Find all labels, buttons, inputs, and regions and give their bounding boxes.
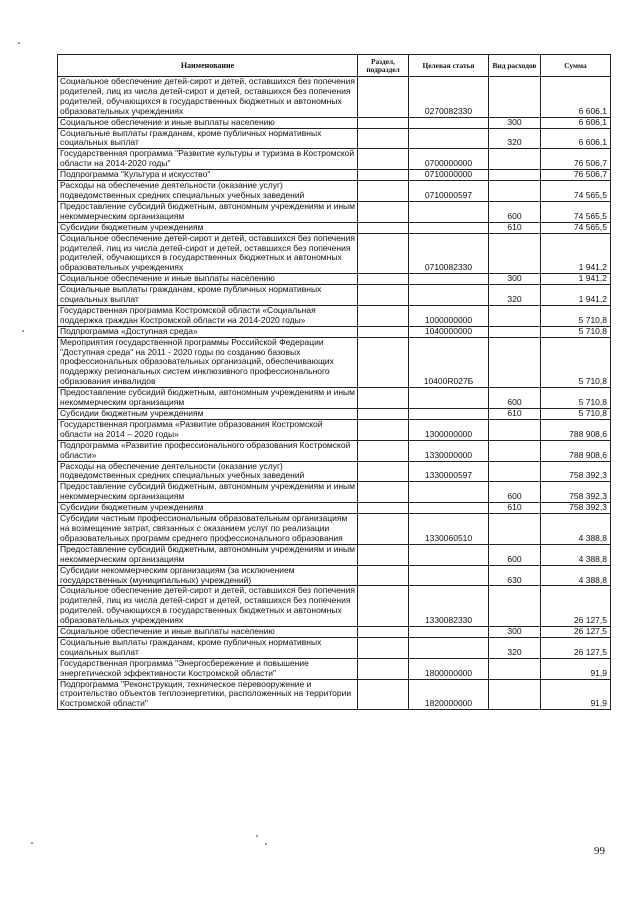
- cell-expense-type: 610: [489, 222, 541, 233]
- table-row: [58, 409, 611, 420]
- cell-section: [358, 419, 409, 440]
- table-row: [58, 326, 611, 337]
- cell-expense-type: [489, 233, 541, 274]
- table-row: [58, 637, 611, 658]
- cell-name: Мероприятия государственной программы Российской Федерации "Доступная среда" на 2011 - 2020 годы по созданию базовых профессиональных образовательных организаций, обеспечивающих поддержку региональных систем инклюзивного профессионального образования инвалидов: [58, 337, 358, 388]
- scan-speck: [256, 835, 258, 837]
- cell-name: Предоставление субсидий бюджетным, автономным учреждениям и иным некоммерческим организациям: [58, 544, 358, 565]
- cell-target: 10400R027Б: [409, 337, 489, 388]
- table-row: [58, 627, 611, 638]
- cell-expense-type: [489, 149, 541, 170]
- cell-name: Предоставление субсидий бюджетным, автономным учреждениям и иным некоммерческим организациям: [58, 388, 358, 409]
- cell-target: [409, 637, 489, 658]
- cell-expense-type: [489, 326, 541, 337]
- cell-section: [358, 149, 409, 170]
- cell-amount: 6 606,1: [541, 77, 611, 118]
- table-row: [58, 305, 611, 326]
- cell-section: [358, 388, 409, 409]
- cell-name: Субсидии некоммерческим организациям (за исключением государственных (муниципальных) учреждений): [58, 565, 358, 586]
- scan-speck: [31, 842, 33, 844]
- cell-name: Расходы на обеспечение деятельности (оказание услуг) подведомственных средних специальных учебных заведений: [58, 461, 358, 482]
- cell-target: 0710082330: [409, 233, 489, 274]
- cell-name: Субсидии бюджетным учреждениям: [58, 222, 358, 233]
- cell-section: [358, 627, 409, 638]
- cell-section: [358, 285, 409, 306]
- table-row: [58, 440, 611, 461]
- cell-target: [409, 274, 489, 285]
- table-row: [58, 388, 611, 409]
- cell-section: [358, 565, 409, 586]
- table-row: [58, 170, 611, 181]
- header-name: Наименование: [58, 55, 358, 77]
- cell-amount: 1 941,2: [541, 274, 611, 285]
- cell-target: [409, 285, 489, 306]
- cell-expense-type: [489, 337, 541, 388]
- cell-amount: 788 908,6: [541, 419, 611, 440]
- cell-amount: 91,9: [541, 679, 611, 710]
- cell-target: [409, 201, 489, 222]
- cell-amount: 5 710,8: [541, 388, 611, 409]
- scan-speck: [18, 42, 20, 44]
- cell-expense-type: [489, 419, 541, 440]
- cell-target: 0270082330: [409, 77, 489, 118]
- cell-expense-type: [489, 440, 541, 461]
- cell-expense-type: 300: [489, 274, 541, 285]
- cell-amount: 788 908,6: [541, 440, 611, 461]
- header-section: Раздел, подраздел: [358, 55, 409, 77]
- cell-section: [358, 637, 409, 658]
- cell-name: Социальное обеспечение детей-сирот и детей, оставшихся без попечения родителей, лиц из числа детей-сирот и детей, оставшихся без попечения родителей, обучающихся в государственных бюджетных и автономных образовательных учреждениях: [58, 586, 358, 627]
- cell-name: Субсидии бюджетным учреждениям: [58, 409, 358, 420]
- cell-target: 1000000000: [409, 305, 489, 326]
- cell-amount: 26 127,5: [541, 637, 611, 658]
- cell-amount: 4 388,8: [541, 514, 611, 545]
- cell-expense-type: 610: [489, 409, 541, 420]
- cell-section: [358, 222, 409, 233]
- cell-section: [358, 337, 409, 388]
- table-row: [58, 274, 611, 285]
- cell-expense-type: [489, 305, 541, 326]
- table-header-row: [58, 55, 611, 77]
- table-row: [58, 201, 611, 222]
- cell-name: Государственная программа «Развитие образования Костромской области на 2014 – 2020 годы»: [58, 419, 358, 440]
- cell-target: [409, 544, 489, 565]
- cell-expense-type: [489, 679, 541, 710]
- cell-expense-type: 320: [489, 637, 541, 658]
- cell-target: [409, 388, 489, 409]
- cell-target: [409, 409, 489, 420]
- table-row: [58, 117, 611, 128]
- cell-expense-type: [489, 658, 541, 679]
- cell-target: [409, 627, 489, 638]
- cell-amount: 74 565,5: [541, 181, 611, 202]
- cell-expense-type: 610: [489, 503, 541, 514]
- cell-amount: 1 941,2: [541, 285, 611, 306]
- cell-amount: 5 710,8: [541, 409, 611, 420]
- cell-expense-type: 300: [489, 627, 541, 638]
- cell-amount: 758 392,3: [541, 482, 611, 503]
- cell-section: [358, 181, 409, 202]
- table-row: [58, 482, 611, 503]
- cell-amount: 4 388,8: [541, 565, 611, 586]
- page-number: 99: [594, 845, 605, 857]
- cell-target: 1820000000: [409, 679, 489, 710]
- cell-amount: 76 506,7: [541, 149, 611, 170]
- cell-section: [358, 461, 409, 482]
- cell-expense-type: 600: [489, 482, 541, 503]
- cell-amount: 5 710,8: [541, 326, 611, 337]
- cell-name: Расходы на обеспечение деятельности (оказание услуг) подведомственных средних специальных учебных заведений: [58, 181, 358, 202]
- cell-name: Государственная программа Костромской области «Социальная поддержка граждан Костромской области на 2014-2020 годы»: [58, 305, 358, 326]
- cell-target: 1040000000: [409, 326, 489, 337]
- scan-speck: [22, 330, 24, 332]
- cell-name: Предоставление субсидий бюджетным, автономным учреждениям и иным некоммерческим организациям: [58, 201, 358, 222]
- header-target: Целевая статья: [409, 55, 489, 77]
- cell-target: 0710000000: [409, 170, 489, 181]
- cell-expense-type: 600: [489, 201, 541, 222]
- cell-name: Социальные выплаты гражданам, кроме публичных нормативных социальных выплат: [58, 128, 358, 149]
- cell-section: [358, 503, 409, 514]
- cell-amount: 6 606,1: [541, 128, 611, 149]
- cell-name: Социальное обеспечение детей-сирот и детей, оставшихся без попечения родителей, лиц из числа детей-сирот и детей, оставшихся без попечения родителей, обучающихся в государственных бюджетных и автономных образовательных учреждениях: [58, 233, 358, 274]
- cell-section: [358, 201, 409, 222]
- cell-name: Подпрограмма "Реконструкция, техническое перевооружение и строительство объектов теплоэнергетики, расположенных на территории Костромской области": [58, 679, 358, 710]
- cell-target: [409, 222, 489, 233]
- table-row: [58, 658, 611, 679]
- cell-target: 1300000000: [409, 419, 489, 440]
- table-row: [58, 514, 611, 545]
- cell-section: [358, 274, 409, 285]
- table-row: [58, 503, 611, 514]
- table-row: [58, 77, 611, 118]
- cell-target: 0710000597: [409, 181, 489, 202]
- table-row: [58, 586, 611, 627]
- cell-amount: 4 388,8: [541, 544, 611, 565]
- table-body: [58, 77, 611, 710]
- cell-name: Субсидии частным профессиональным образовательным организациям на возмещение затрат, связанных с оказанием услуг по реализации образовательных программ среднего профессионального образования: [58, 514, 358, 545]
- cell-expense-type: [489, 77, 541, 118]
- table-row: [58, 285, 611, 306]
- table-row: [58, 222, 611, 233]
- cell-name: Государственная программа "Развитие культуры и туризма в Костромской области на 2014-2020 годы": [58, 149, 358, 170]
- cell-amount: 5 710,8: [541, 337, 611, 388]
- cell-expense-type: 320: [489, 128, 541, 149]
- table-row: [58, 128, 611, 149]
- cell-expense-type: 600: [489, 544, 541, 565]
- cell-section: [358, 128, 409, 149]
- cell-name: Социальные выплаты гражданам, кроме публичных нормативных социальных выплат: [58, 637, 358, 658]
- cell-target: 1330060510: [409, 514, 489, 545]
- table-row: [58, 565, 611, 586]
- cell-section: [358, 658, 409, 679]
- cell-section: [358, 679, 409, 710]
- cell-expense-type: [489, 170, 541, 181]
- table-row: [58, 149, 611, 170]
- table-row: [58, 337, 611, 388]
- cell-expense-type: [489, 461, 541, 482]
- cell-name: Социальное обеспечение и иные выплаты населению: [58, 627, 358, 638]
- cell-expense-type: 600: [489, 388, 541, 409]
- cell-section: [358, 77, 409, 118]
- cell-section: [358, 586, 409, 627]
- cell-amount: 758 392,3: [541, 503, 611, 514]
- cell-target: 1330082330: [409, 586, 489, 627]
- cell-section: [358, 544, 409, 565]
- cell-name: Субсидии бюджетным учреждениям: [58, 503, 358, 514]
- cell-expense-type: [489, 514, 541, 545]
- cell-name: Подпрограмма «Доступная среда»: [58, 326, 358, 337]
- cell-amount: 26 127,5: [541, 627, 611, 638]
- cell-target: 1330000597: [409, 461, 489, 482]
- cell-section: [358, 305, 409, 326]
- header-amount: Сумма: [541, 55, 611, 77]
- header-expense-type: Вид расходов: [489, 55, 541, 77]
- cell-name: Социальное обеспечение и иные выплаты населению: [58, 117, 358, 128]
- cell-amount: 76 506,7: [541, 170, 611, 181]
- budget-table: [57, 54, 611, 710]
- cell-expense-type: 320: [489, 285, 541, 306]
- cell-section: [358, 233, 409, 274]
- cell-amount: 74 565,5: [541, 222, 611, 233]
- cell-target: 0700000000: [409, 149, 489, 170]
- cell-amount: 91,9: [541, 658, 611, 679]
- table-row: [58, 181, 611, 202]
- cell-name: Государственная программа "Энергосбережение и повышение энергетической эффективности Костромской области": [58, 658, 358, 679]
- cell-name: Социальные выплаты гражданам, кроме публичных нормативных социальных выплат: [58, 285, 358, 306]
- cell-section: [358, 326, 409, 337]
- cell-section: [358, 514, 409, 545]
- cell-amount: 5 710,8: [541, 305, 611, 326]
- cell-name: Социальное обеспечение и иные выплаты населению: [58, 274, 358, 285]
- cell-section: [358, 117, 409, 128]
- cell-expense-type: [489, 181, 541, 202]
- cell-name: Социальное обеспечение детей-сирот и детей, оставшихся без попечения родителей, лиц из числа детей-сирот и детей, оставшихся без попечения родителей, обучающихся в государственных бюджетных и автономных образовательных учреждениях: [58, 77, 358, 118]
- cell-target: [409, 565, 489, 586]
- cell-name: Подпрограмма "Культура и искусство": [58, 170, 358, 181]
- budget-table-container: [57, 54, 610, 710]
- cell-target: 1800000000: [409, 658, 489, 679]
- cell-target: [409, 117, 489, 128]
- table-row: [58, 419, 611, 440]
- cell-amount: 758 392,3: [541, 461, 611, 482]
- cell-target: 1330000000: [409, 440, 489, 461]
- cell-target: [409, 482, 489, 503]
- table-row: [58, 679, 611, 710]
- cell-expense-type: 300: [489, 117, 541, 128]
- cell-amount: 26 127,5: [541, 586, 611, 627]
- cell-amount: 74 565,5: [541, 201, 611, 222]
- table-row: [58, 233, 611, 274]
- cell-expense-type: [489, 586, 541, 627]
- cell-section: [358, 170, 409, 181]
- cell-expense-type: 630: [489, 565, 541, 586]
- cell-amount: 6 606,1: [541, 117, 611, 128]
- cell-section: [358, 409, 409, 420]
- table-row: [58, 461, 611, 482]
- cell-target: [409, 503, 489, 514]
- cell-amount: 1 941,2: [541, 233, 611, 274]
- cell-name: Подпрограмма «Развитие профессионального образования Костромской области»: [58, 440, 358, 461]
- cell-name: Предоставление субсидий бюджетным, автономным учреждениям и иным некоммерческим организациям: [58, 482, 358, 503]
- cell-target: [409, 128, 489, 149]
- cell-section: [358, 440, 409, 461]
- cell-section: [358, 482, 409, 503]
- scan-speck: [265, 843, 267, 845]
- table-row: [58, 544, 611, 565]
